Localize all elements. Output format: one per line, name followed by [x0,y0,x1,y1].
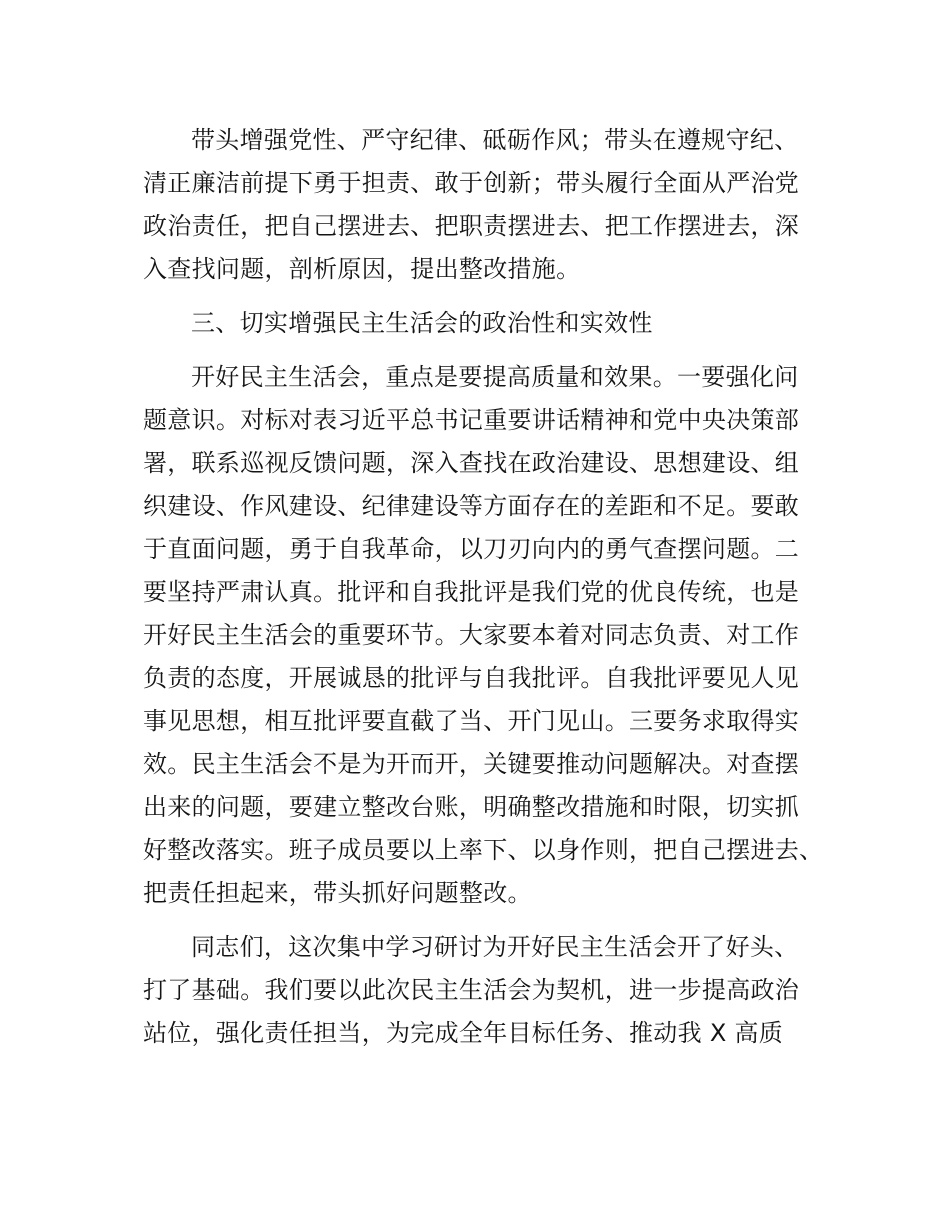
text-line: 开好民主生活会，重点是要提高质量和效果。一要强化问 [191,363,799,391]
text-line: 事见思想，相互批评要直截了当、开门见山。三要务求取得实 [143,707,800,735]
text-line: 负责的态度，开展诚恳的批评与自我批评。自我批评要见人见 [143,664,800,692]
section-heading: 三、切实增强民主生活会的政治性和实效性 [191,309,653,337]
text-line: 出来的问题，要建立整改台账，明确整改措施和时限，切实抓 [143,793,800,821]
text-line: 打了基础。我们要以此次民主生活会为契机，进一步提高政治 [143,976,800,1004]
text-line: 同志们，这次集中学习研讨为开好民主生活会开了好头、 [191,933,799,961]
text-line: 政治责任，把自己摆进去、把职责摆进去、把工作摆进去，深 [143,212,800,240]
text-line: 清正廉洁前提下勇于担责、敢于创新；带头履行全面从严治党 [143,169,800,197]
text-line: 开好民主生活会的重要环节。大家要本着对同志负责、对工作 [143,621,800,649]
text-line: 把责任担起来，带头抓好问题整改。 [143,879,532,907]
text-line: 带头增强党性、严守纪律、砥砺作风；带头在遵规守纪、 [191,126,799,154]
text-line: 织建设、作风建设、纪律建设等方面存在的差距和不足。要敢 [143,492,800,520]
text-line: 署，联系巡视反馈问题，深入查找在政治建设、思想建设、组 [143,449,800,477]
text-line: 要坚持严肃认真。批评和自我批评是我们党的优良传统，也是 [143,578,800,606]
text-line: 好整改落实。班子成员要以上率下、以身作则，把自己摆进去、 [143,836,824,864]
text-line: 入查找问题，剖析原因，提出整改措施。 [143,255,581,283]
text-line: 题意识。对标对表习近平总书记重要讲话精神和党中央决策部 [143,406,800,434]
text-line: 效。民主生活会不是为开而开，关键要推动问题解决。对查摆 [143,750,800,778]
text-line: 站位，强化责任担当，为完成全年目标任务、推动我 X 高质 [143,1019,784,1047]
text-line: 于直面问题，勇于自我革命，以刀刃向内的勇气查摆问题。二 [143,535,800,563]
